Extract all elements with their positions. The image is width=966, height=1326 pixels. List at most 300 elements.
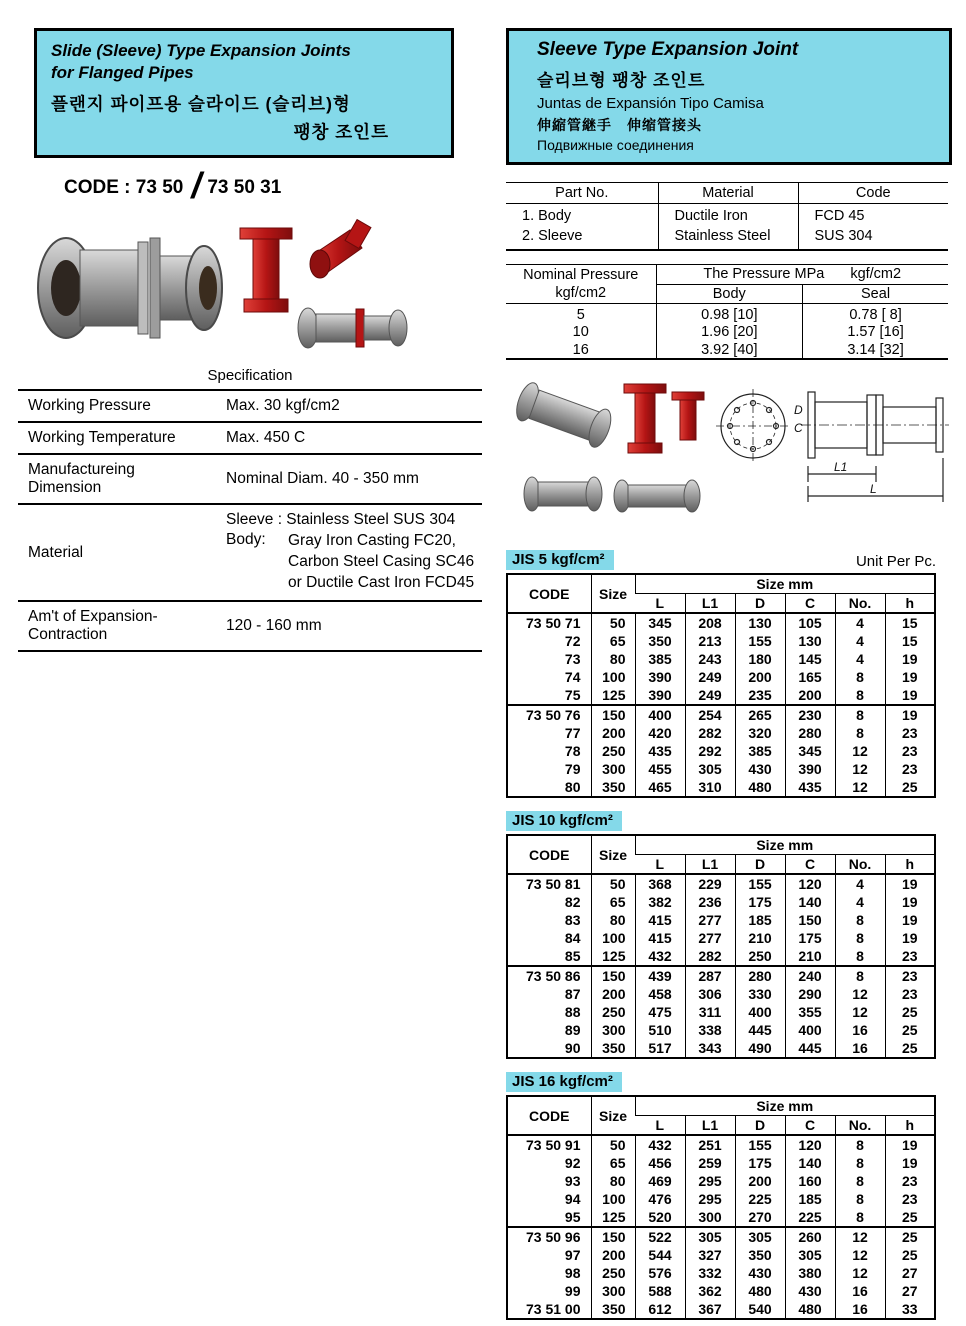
jis-size-table [506,573,936,798]
code-cell: 75 [564,687,581,704]
value-cell: 4 [835,874,885,893]
value-cell: 430 [735,760,785,778]
value-cell: 8 [835,1135,885,1154]
value-cell: 165 [785,668,835,686]
right-title-english: Sleeve Type Expansion Joint [537,39,799,60]
material-body-line: Carbon Steel Casing SC46 [288,553,475,571]
table-row [507,1172,935,1190]
value-cell: 16 [835,1300,885,1319]
product-photo-group-left [32,208,482,363]
value-cell: 33 [885,1300,935,1319]
code-cell: 78 [564,743,581,760]
value-cell: 25 [885,1003,935,1021]
value-cell: 8 [835,911,885,929]
dim-column-header-l: L [655,856,665,873]
seal-cell: 3.14 [32] [803,341,948,359]
value-cell: 25 [885,1021,935,1039]
value-cell: 23 [885,724,935,742]
value-cell: 230 [785,705,835,724]
size-cell: 350 [591,1300,635,1319]
code-prefix: CODE : 73 50 [64,176,184,198]
value-cell: 476 [635,1190,685,1208]
code-header: Code [798,182,948,203]
size-cell: 100 [591,668,635,686]
value-cell: 8 [835,724,885,742]
value-cell: 12 [835,778,885,797]
jis-pressure-class-label: JIS 5 kgf/cm² [506,550,614,570]
value-cell: 16 [835,1282,885,1300]
size-cell: 65 [591,1154,635,1172]
value-cell: 588 [635,1282,685,1300]
value-cell: 390 [635,668,685,686]
size-cell: 150 [591,1227,635,1246]
value-cell: 295 [685,1190,735,1208]
size-cell: 300 [591,1021,635,1039]
jis-label-row [506,811,936,831]
value-cell: 270 [735,1208,785,1227]
value-cell: 12 [835,742,885,760]
size-mm-header: Size mm [635,1096,935,1116]
value-cell: 282 [685,724,735,742]
value-cell: 400 [785,1021,835,1039]
value-cell: 390 [635,686,685,705]
value-cell: 25 [885,1208,935,1227]
value-cell: 310 [685,778,735,797]
size-cell: 50 [591,1135,635,1154]
nominal-cell: 10 [572,324,589,341]
size-cell: 350 [591,1039,635,1058]
dim-column-header-d: D [735,594,785,614]
table-row [507,1003,935,1021]
dim-column-header-l1: L1 [685,594,735,614]
nominal-pressure-unit: kgf/cm2 [555,285,607,302]
pressure-table [506,264,948,360]
value-cell: 305 [685,1227,735,1246]
value-cell: 249 [685,668,735,686]
value-cell: 15 [885,613,935,632]
size-cell: 125 [591,1208,635,1227]
value-cell: 19 [885,893,935,911]
value-cell: 105 [785,613,835,632]
dim-label-d: D [794,403,803,418]
value-cell: 277 [685,911,735,929]
size-cell: 200 [591,724,635,742]
part-material-table [506,182,948,251]
code-cell: FCD 45 [798,203,948,226]
dim-column-header-d: D [735,1116,785,1136]
value-cell: 175 [735,1154,785,1172]
table-row [507,1190,935,1208]
code-cell: 95 [564,1209,581,1226]
value-cell: 155 [735,874,785,893]
table-row [506,341,948,359]
red-elbow-photo [310,220,371,278]
value-cell: 12 [835,1264,885,1282]
value-cell: 345 [785,742,835,760]
value-cell: 140 [785,893,835,911]
table-row [507,1282,935,1300]
code-cell: 98 [564,1265,581,1282]
jis-pressure-class-label: JIS 10 kgf/cm² [506,811,622,831]
value-cell: 12 [835,760,885,778]
size-column-header: Size [591,1096,635,1135]
body-column-header: Body [712,286,746,303]
value-cell: 254 [685,705,735,724]
code-slash: / [191,165,202,207]
value-cell: 432 [635,1135,685,1154]
value-cell: 19 [885,874,935,893]
value-cell: 415 [635,929,685,947]
value-cell: 23 [885,742,935,760]
value-cell: 300 [685,1208,735,1227]
value-cell: 510 [635,1021,685,1039]
size-cell: 65 [591,893,635,911]
value-cell: 243 [685,650,735,668]
jis-section-1 [506,550,952,798]
value-cell: 480 [785,1300,835,1319]
seal-cell: 0.78 [ 8] [803,304,948,324]
value-cell: 120 [785,1135,835,1154]
code-cell: 73 50 76 [526,707,581,724]
value-cell: 338 [685,1021,735,1039]
table-header-row [506,265,948,285]
code-cell: 88 [564,1004,581,1021]
value-cell: 175 [735,893,785,911]
value-cell: 12 [835,985,885,1003]
value-cell: 23 [885,966,935,985]
value-cell: 130 [735,613,785,632]
value-cell: 382 [635,893,685,911]
material-body-line: or Ductile Cast Iron FCD45 [288,574,475,592]
table-row [507,911,935,929]
size-cell: 300 [591,1282,635,1300]
value-cell: 225 [735,1190,785,1208]
value-cell: 4 [835,893,885,911]
dim-column-header-l1: L1 [685,855,735,875]
part-no-header: Part No. [506,182,658,203]
size-mm-header: Size mm [635,574,935,594]
value-cell: 185 [785,1190,835,1208]
expansion-joint-photo [32,208,472,358]
spec-label-expansion [18,601,216,651]
value-cell: 432 [635,947,685,966]
value-cell: 355 [785,1003,835,1021]
jis-section-2 [506,811,952,1059]
dim-column-header-c: C [785,855,835,875]
code-cell: 77 [564,725,581,742]
right-title-russian: Подвижные соединения [537,136,694,153]
spec-label-material: Material [18,504,216,601]
table-row [507,613,935,632]
table-row [507,985,935,1003]
value-cell: 23 [885,1190,935,1208]
specification-table [18,389,482,652]
value-cell: 544 [635,1246,685,1264]
value-cell: 19 [885,705,935,724]
table-row [18,390,482,422]
table-row [507,760,935,778]
table-row [507,724,935,742]
value-cell: 277 [685,929,735,947]
value-cell: 435 [785,778,835,797]
value-cell: 12 [835,1227,885,1246]
value-cell: 350 [635,632,685,650]
table-row [18,504,482,601]
size-column-header: Size [591,574,635,613]
dim-column-header-no: No. [835,594,885,614]
value-cell: 327 [685,1246,735,1264]
jis-section-3 [506,1072,952,1320]
value-cell: 480 [735,1282,785,1300]
value-cell: 23 [885,947,935,966]
value-cell: 259 [685,1154,735,1172]
table-row [507,929,935,947]
pressure-mpa-header [656,265,948,285]
body-cell: 1.96 [20] [656,323,803,341]
left-title-korean-line2: 팽창 조인트 [293,122,389,143]
value-cell: 4 [835,650,885,668]
size-cell: 80 [591,911,635,929]
value-cell: 8 [835,1154,885,1172]
size-cell: 300 [591,760,635,778]
value-cell: 140 [785,1154,835,1172]
material-body-block [226,531,478,594]
jis-size-table [506,1095,936,1320]
dim-column-header-h: h [885,1116,935,1136]
value-cell: 16 [835,1039,885,1058]
table-row [507,1208,935,1227]
value-cell: 445 [785,1039,835,1058]
value-cell: 12 [835,1003,885,1021]
specification-title: Specification [207,367,293,385]
table-row [507,778,935,797]
value-cell: 350 [735,1246,785,1264]
table-row [506,226,948,250]
table-header-row [507,1096,935,1116]
value-cell: 420 [635,724,685,742]
value-cell: 265 [735,705,785,724]
right-title-spanish: Juntas de Expansión Tipo Camisa [537,94,764,112]
size-cell: 80 [591,1172,635,1190]
size-cell: 80 [591,650,635,668]
material-header: Material [658,182,798,203]
value-cell: 475 [635,1003,685,1021]
value-cell: 19 [885,1154,935,1172]
jis-sections [506,550,952,1320]
value-cell: 306 [685,985,735,1003]
table-row [507,893,935,911]
value-cell: 19 [885,668,935,686]
table-row [507,1135,935,1154]
value-cell: 330 [735,985,785,1003]
left-title-box [34,28,454,158]
code-cell: 85 [564,948,581,965]
seal-column-header: Seal [803,284,948,304]
value-cell: 250 [735,947,785,966]
value-cell: 8 [835,705,885,724]
value-cell: 249 [685,686,735,705]
jis-label-row [506,1072,936,1092]
value-cell: 332 [685,1264,735,1282]
red-sleeve-photo [240,228,292,312]
code-cell: 73 50 71 [526,615,581,632]
spec-label-manufacturing-dimension [18,454,216,504]
value-cell: 200 [735,668,785,686]
code-cell: 72 [564,633,581,650]
value-cell: 343 [685,1039,735,1058]
value-cell: 251 [685,1135,735,1154]
value-cell: 490 [735,1039,785,1058]
sleeve-joints-photo [512,380,704,512]
nominal-pressure-line: Nominal Pressure [523,267,639,284]
dim-column-header-l1: L1 [685,1116,735,1136]
dim-label-l1: L1 [834,460,848,475]
table-header-row [507,574,935,594]
code-column-header: CODE [529,846,570,863]
jis-pressure-class-label: JIS 16 kgf/cm² [506,1072,622,1092]
value-cell: 185 [735,911,785,929]
size-cell: 50 [591,874,635,893]
value-cell: 155 [735,632,785,650]
code-line [64,165,482,207]
size-cell: 200 [591,985,635,1003]
code-cell: 93 [564,1173,581,1190]
value-cell: 200 [785,686,835,705]
value-cell: 400 [735,1003,785,1021]
value-cell: 435 [635,742,685,760]
code-cell: 82 [564,894,581,911]
code-cell: 97 [564,1247,581,1264]
value-cell: 27 [885,1264,935,1282]
sleeve-joint-photo-and-drawing [506,374,952,532]
material-body-line: Gray Iron Casting FC20, [288,532,456,550]
seal-cell: 1.57 [16] [803,323,948,341]
value-cell: 19 [885,650,935,668]
dim-label-c: C [794,421,803,436]
value-cell: 12 [835,1246,885,1264]
table-row [18,454,482,504]
value-cell: 612 [635,1300,685,1319]
dim-column-header-no: No. [835,855,885,875]
nominal-cell: 16 [572,341,589,358]
value-cell: 368 [635,874,685,893]
code-column-header: CODE [529,1107,570,1124]
value-cell: 458 [635,985,685,1003]
value-cell: 8 [835,1190,885,1208]
table-row [507,966,935,985]
value-cell: 210 [735,929,785,947]
value-cell: 290 [785,985,835,1003]
code-cell: 90 [564,1040,581,1057]
table-row [507,1021,935,1039]
technical-drawing [716,389,949,502]
dim-column-header-l: L [655,1117,665,1134]
table-row [507,632,935,650]
code-value: 73 50 31 [207,176,282,198]
material-cell: Stainless Steel [658,226,798,250]
value-cell: 456 [635,1154,685,1172]
dim-label-l: L [870,482,877,497]
value-cell: 280 [735,966,785,985]
spec-label-line: Am't of Expansion- [28,608,158,626]
material-body-label: Body: [226,531,266,549]
value-cell: 235 [735,686,785,705]
value-cell: 540 [735,1300,785,1319]
unit-per-pc-note: Unit Per Pc. [855,553,936,571]
size-cell: 125 [591,686,635,705]
value-cell: 225 [785,1208,835,1227]
body-cell: 3.92 [40] [656,341,803,359]
right-title-japanese-chinese: 伸縮管継手 伸缩管接头 [537,116,702,133]
left-title-line2: for Flanged Pipes [51,63,194,83]
value-cell: 236 [685,893,735,911]
value-cell: 25 [885,778,935,797]
left-title-korean-line1: 플랜지 파이프용 슬라이드 (슬리브)형 [51,94,351,115]
nominal-cell: 5 [576,307,585,324]
spec-label-line: Contraction [28,626,108,644]
value-cell: 305 [685,760,735,778]
value-cell: 311 [685,1003,735,1021]
value-cell: 469 [635,1172,685,1190]
table-row [506,203,948,226]
value-cell: 23 [885,985,935,1003]
value-cell: 8 [835,668,885,686]
dim-column-header-c: C [785,1116,835,1136]
code-cell: 73 50 91 [526,1137,581,1154]
value-cell: 282 [685,947,735,966]
dim-column-header-no: No. [835,1116,885,1136]
right-title-box [506,28,952,165]
spec-value-working-pressure: Max. 30 kgf/cm2 [216,390,482,422]
spec-value-material [216,504,482,601]
value-cell: 362 [685,1282,735,1300]
value-cell: 25 [885,1227,935,1246]
left-title-line1: Slide (Sleeve) Type Expansion Joints [51,41,351,60]
value-cell: 480 [735,778,785,797]
table-row [18,422,482,454]
code-cell: 79 [564,761,581,778]
code-cell: 74 [564,669,581,686]
value-cell: 400 [635,705,685,724]
size-cell: 150 [591,966,635,985]
value-cell: 4 [835,613,885,632]
small-joint-photo [298,308,407,348]
value-cell: 8 [835,1172,885,1190]
code-cell: 80 [564,779,581,796]
value-cell: 229 [685,874,735,893]
value-cell: 23 [885,760,935,778]
value-cell: 305 [785,1246,835,1264]
dim-column-header-d: D [735,855,785,875]
code-cell: 84 [564,930,581,947]
value-cell: 4 [835,632,885,650]
table-row [507,1300,935,1319]
code-cell: 94 [564,1191,581,1208]
part-no-cell: 1. Body [522,207,572,224]
value-cell: 208 [685,613,735,632]
table-row [507,1227,935,1246]
value-cell: 385 [735,742,785,760]
pressure-unit-text: kgf/cm2 [850,266,902,283]
value-cell: 8 [835,929,885,947]
table-row [18,601,482,651]
value-cell: 8 [835,966,885,985]
value-cell: 210 [785,947,835,966]
code-cell: 92 [564,1155,581,1172]
flanged-joint-photo [38,238,222,338]
value-cell: 23 [885,1172,935,1190]
table-row [507,668,935,686]
